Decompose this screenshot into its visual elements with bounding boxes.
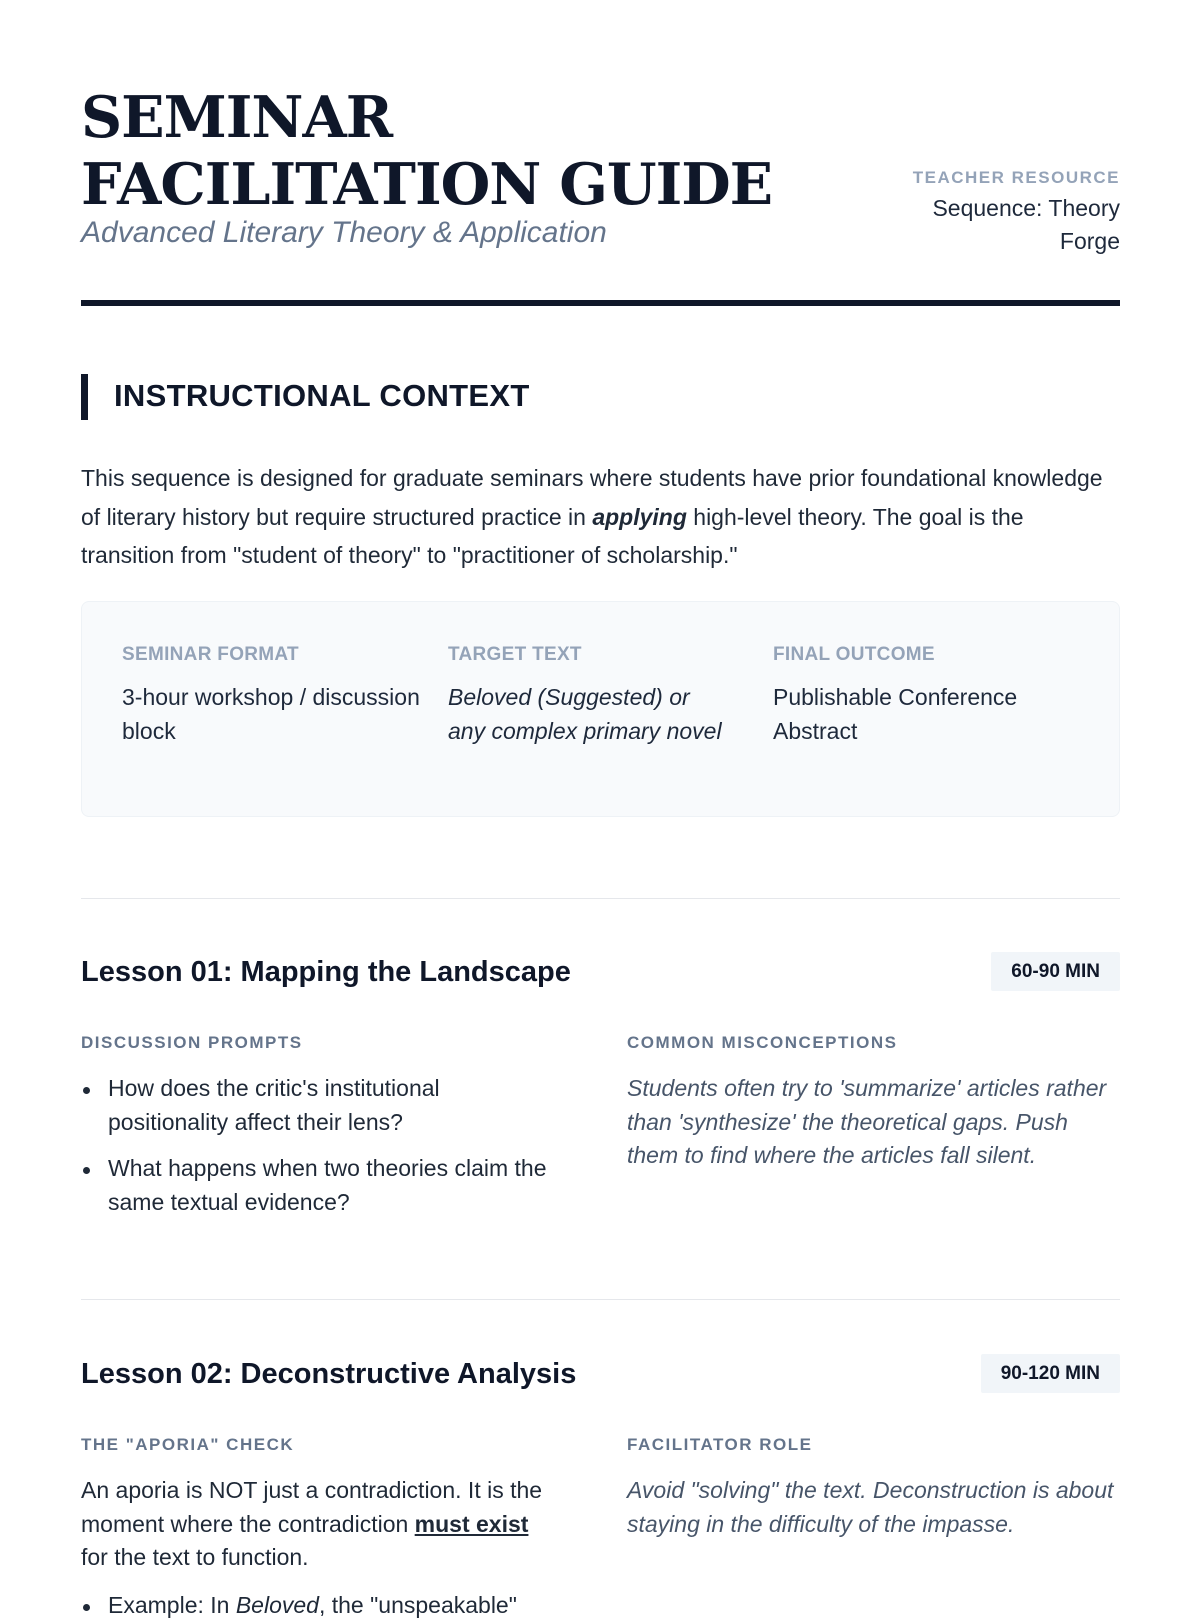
section-accent-bar	[81, 374, 88, 420]
facilitator-role-note: Avoid "solving" the text. Deconstruction is about staying in the difficulty of the impasse.	[627, 1474, 1120, 1541]
section-title: INSTRUCTIONAL CONTEXT	[114, 378, 530, 414]
info-label: SEMINAR FORMAT	[122, 644, 422, 666]
list-item: What happens when two theories claim the same textual evidence?	[81, 1152, 561, 1219]
facilitator-role-label: FACILITATOR ROLE	[627, 1435, 813, 1455]
section-heading	[81, 374, 881, 420]
aporia-emphasis: must exist	[415, 1511, 529, 1537]
info-value: 3-hour workshop / discussion block	[122, 680, 422, 748]
intro-text-end: high-level theory. The goal is the transition from "student of theory" to "practitioner of scholarship."	[81, 504, 1024, 569]
sequence-name: Sequence: Theory Forge	[880, 192, 1120, 258]
aporia-description	[81, 1474, 561, 1575]
intro-text-start: This sequence is designed for graduate seminars where students have prior foundational knowledge of literary history but require structured practice in	[81, 465, 1103, 530]
section-divider	[81, 898, 1120, 899]
resource-meta	[880, 168, 1120, 258]
lesson-2-duration-badge: 90-120 MIN	[981, 1354, 1120, 1393]
misconceptions	[627, 1072, 1120, 1173]
info-value: Publishable Conference Abstract	[773, 680, 1073, 748]
info-seminar-format	[122, 644, 422, 748]
discussion-prompts-label: DISCUSSION PROMPTS	[81, 1033, 303, 1053]
section-divider	[81, 1299, 1120, 1300]
document-subtitle: Advanced Literary Theory & Application	[81, 216, 607, 250]
example-text: , the "unspeakable"	[319, 1592, 517, 1618]
lesson-2-title: Lesson 02: Deconstructive Analysis	[81, 1358, 576, 1391]
info-label: FINAL OUTCOME	[773, 644, 1073, 666]
aporia-text-end: for the text to function.	[81, 1544, 309, 1570]
example-title: Beloved	[236, 1592, 319, 1618]
document-header	[81, 84, 1120, 302]
aporia-example	[81, 1589, 561, 1622]
header-divider	[81, 300, 1120, 306]
example-prefix: Example: In	[108, 1592, 236, 1618]
info-target-text	[448, 644, 733, 748]
seminar-info-card	[81, 601, 1120, 817]
lesson-1-duration-badge: 60-90 MIN	[991, 952, 1120, 991]
resource-label: TEACHER RESOURCE	[880, 168, 1120, 188]
misconception-note: Students often try to 'summarize' articles rather than 'synthesize' the theoretical gaps. Push them to find where the articles fall silent.	[627, 1072, 1120, 1173]
info-final-outcome	[773, 644, 1073, 748]
misconceptions-label: COMMON MISCONCEPTIONS	[627, 1033, 897, 1053]
info-label: TARGET TEXT	[448, 644, 733, 666]
aporia-text-start: An aporia is NOT just a contradiction. It is the moment where the contradiction	[81, 1477, 542, 1537]
discussion-prompts	[81, 1072, 561, 1232]
aporia-check	[81, 1474, 561, 1622]
intro-emphasis: applying	[592, 504, 687, 530]
lesson-1-title: Lesson 01: Mapping the Landscape	[81, 956, 571, 989]
aporia-check-label: THE "APORIA" CHECK	[81, 1435, 294, 1455]
list-item: How does the critic's institutional positionality affect their lens?	[81, 1072, 561, 1139]
facilitator-role	[627, 1474, 1120, 1541]
intro-paragraph	[81, 459, 1120, 575]
document-title: SEMINAR FACILITATION GUIDE	[81, 84, 861, 218]
prompt-list	[81, 1072, 561, 1219]
info-value: Beloved (Suggested) or any complex primary novel	[448, 680, 733, 748]
